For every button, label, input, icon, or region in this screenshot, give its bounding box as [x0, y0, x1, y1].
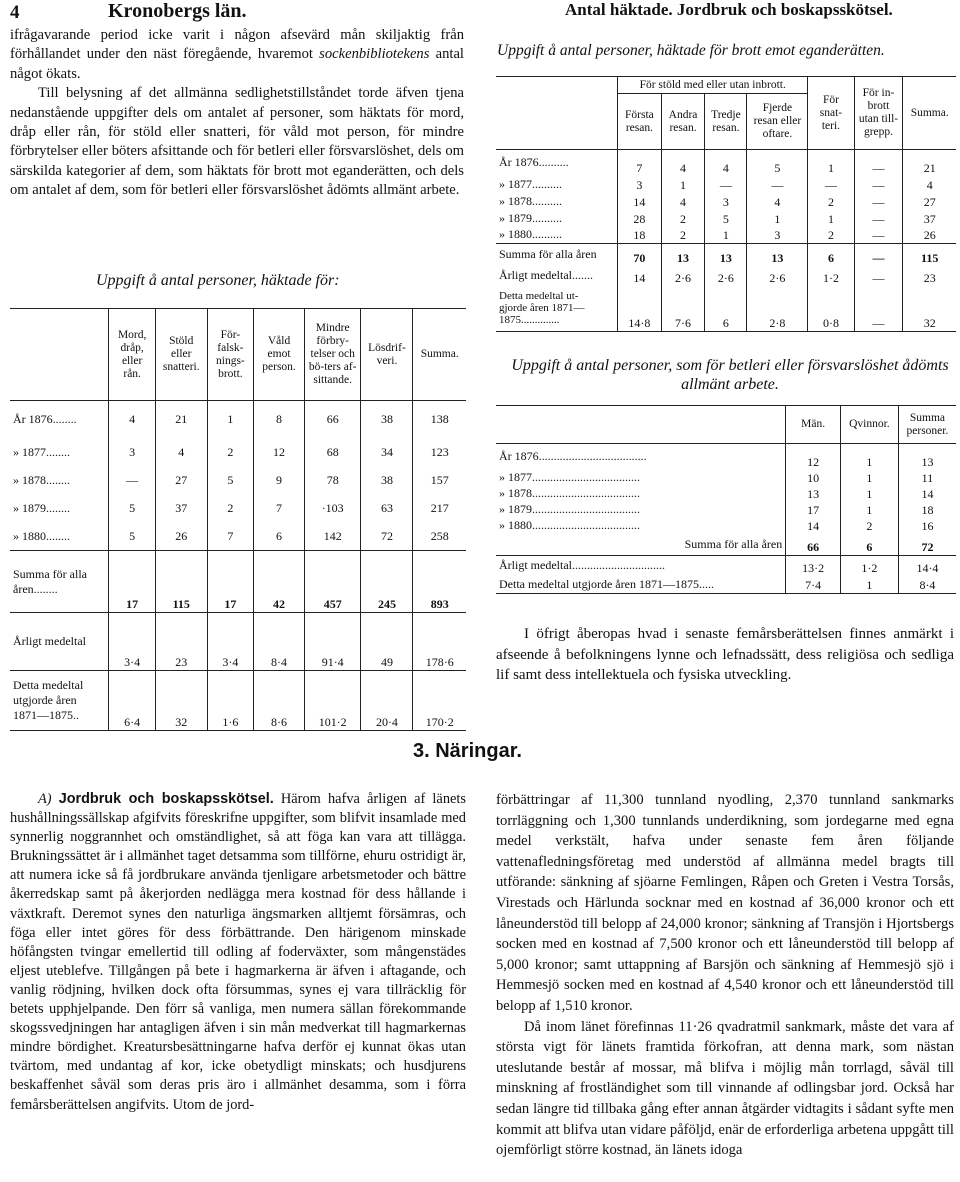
table1-cell: ·103 — [304, 495, 361, 523]
table2 — [496, 76, 956, 332]
table2-row-label: Summa för alla åren — [499, 247, 597, 262]
table2-cell: 13 — [747, 244, 808, 266]
table3-row — [496, 444, 956, 470]
table3-header: Män. — [786, 406, 841, 444]
table1-cell: 101·2 — [304, 671, 361, 731]
table3-cell: 1 — [840, 444, 898, 470]
table3-row — [496, 518, 956, 534]
subsection-label: A) — [38, 791, 52, 807]
table1-cell: 91·4 — [304, 613, 361, 671]
table3-cell: 8·4 — [898, 576, 956, 594]
table1-cell: 893 — [413, 551, 466, 613]
table2-cell: 13 — [661, 244, 705, 266]
table2-cell: 26 — [903, 227, 956, 244]
table1-header: Våld emot person. — [254, 309, 305, 401]
intro-line-2: antal något ökats. — [10, 46, 464, 82]
table2-cell: 1 — [747, 210, 808, 227]
table2-cell: 27 — [903, 193, 956, 210]
table2-cell: 70 — [618, 244, 662, 266]
table2-row-label: Detta medeltal ut- gjorde åren 1871— 1875.............. — [499, 290, 585, 327]
table1-cell: 5 — [207, 467, 254, 495]
table1-row-label: Detta medeltal utgjorde åren 1871—1875.. — [13, 678, 84, 722]
intro-text — [10, 26, 464, 201]
table3-cell: 16 — [898, 518, 956, 534]
section-heading-text: 3. Näringar. — [413, 740, 522, 762]
intro-paragraph: Till belysning af det allmänna sedlighetstillståndet torde äfven tjena nedanstående uppgifter dels om antalet af personer, som häktats för mord, dråp eller rån, för stöld eller snatteri, för våld mot person, för mindre förbrytelser eller böters afsittande och för betleri eller försvarslöshet, dels om särskilda kategorier af dem, som häktats för brott mot eganderätten, och dels om antalet af dem, som för betleri eller försvarslöshet ådömts allmänt arbete. — [10, 85, 464, 199]
table1-cell: 7 — [207, 523, 254, 551]
table3-cell: 12 — [786, 444, 841, 470]
table3-row — [496, 502, 956, 518]
table2-row-label: » 1880.......... — [499, 227, 562, 242]
table2-cell: 7 — [618, 150, 662, 176]
table1-cell: 37 — [155, 495, 207, 523]
table3-body — [496, 444, 956, 594]
table2-cell: 1 — [808, 150, 854, 176]
table3-cell: 14 — [786, 518, 841, 534]
table2-cell: — — [854, 210, 903, 227]
table1-row — [10, 467, 466, 495]
table1-row-label: » 1878........ — [13, 473, 70, 487]
table2-cell: — — [854, 244, 903, 266]
table3-row — [496, 470, 956, 486]
section-left-text — [10, 790, 466, 1115]
table1-row — [10, 551, 466, 613]
table2-cell: 5 — [747, 150, 808, 176]
table2-row-label: År 1876.......... — [499, 155, 569, 170]
table2-cell: 5 — [705, 210, 747, 227]
table2-cell: — — [808, 176, 854, 193]
table1-cell: 17 — [109, 551, 155, 613]
table1-body — [10, 401, 466, 731]
table3-cell: 66 — [786, 534, 841, 556]
table2-header: För in-brott utan till-grepp. — [854, 77, 903, 150]
table1-cell: 42 — [254, 551, 305, 613]
table2-cell: 6 — [705, 286, 747, 332]
table3-corner — [496, 406, 786, 444]
table1-cell: 66 — [304, 401, 361, 439]
table3-cell: 14 — [898, 486, 956, 502]
table2-row — [496, 227, 956, 244]
table1-cell: 4 — [155, 439, 207, 467]
table2-cell: 4 — [705, 150, 747, 176]
table2-cell: 21 — [903, 150, 956, 176]
table1-row-label: » 1877........ — [13, 445, 70, 459]
table3-cell: 14·4 — [898, 556, 956, 576]
table3-cell: 6 — [840, 534, 898, 556]
table1-cell: 245 — [361, 551, 413, 613]
table1-cell: 115 — [155, 551, 207, 613]
table3-cell: 13 — [898, 444, 956, 470]
table2-cell: 0·8 — [808, 286, 854, 332]
table2-cell: 23 — [903, 266, 956, 286]
table1-cell: 78 — [304, 467, 361, 495]
table1-cell: 138 — [413, 401, 466, 439]
table3-grid — [496, 405, 956, 594]
table3-cell: 7·4 — [786, 576, 841, 594]
table3-cell: 2 — [840, 518, 898, 534]
table2-cell: 2 — [808, 227, 854, 244]
table2-header: Fjerde resan eller oftare. — [747, 94, 808, 150]
table2-row — [496, 193, 956, 210]
table2-cell: — — [854, 193, 903, 210]
table2-cell: 2·6 — [747, 266, 808, 286]
table2-corner — [496, 77, 618, 150]
table1-cell: 32 — [155, 671, 207, 731]
table2-cell: 14·8 — [618, 286, 662, 332]
table1-cell: 12 — [254, 439, 305, 467]
table3 — [496, 405, 956, 594]
table2-cell: 14 — [618, 193, 662, 210]
table1-cell: 34 — [361, 439, 413, 467]
table2-header: För snat-teri. — [808, 77, 854, 150]
table1-cell: 6·4 — [109, 671, 155, 731]
table1-cell: 4 — [109, 401, 155, 439]
table3-header: Summa personer. — [898, 406, 956, 444]
table3-row-label: » 1879.................................... — [499, 502, 640, 516]
table2-row-label: » 1877.......... — [499, 176, 562, 191]
table1-row — [10, 523, 466, 551]
table1-row-label: » 1879........ — [13, 501, 70, 515]
table1-cell: 2 — [207, 495, 254, 523]
table2-cell: — — [854, 286, 903, 332]
table2-header: Tredje resan. — [705, 94, 747, 150]
table1-header: För-falsk-nings-brott. — [207, 309, 254, 401]
table3-header: Qvinnor. — [840, 406, 898, 444]
table1-cell: 258 — [413, 523, 466, 551]
table1-row-label: Summa för alla åren........ — [13, 566, 87, 596]
table3-cell: 13·2 — [786, 556, 841, 576]
table2-cell: 2·8 — [747, 286, 808, 332]
table2-row-label: » 1878.......... — [499, 193, 562, 208]
table2-cell: — — [747, 176, 808, 193]
table1-cell: 72 — [361, 523, 413, 551]
table2-header: Första resan. — [618, 94, 662, 150]
table2-row — [496, 266, 956, 286]
table1-row — [10, 495, 466, 523]
table2-header: Andra resan. — [661, 94, 705, 150]
table2-row-label: » 1879.......... — [499, 210, 562, 225]
table1-cell: 123 — [413, 439, 466, 467]
table1-row — [10, 439, 466, 467]
table1-row-label: År 1876........ — [13, 412, 77, 427]
table1-row — [10, 613, 466, 671]
table3-row — [496, 534, 956, 556]
table1-row — [10, 671, 466, 731]
page-number: 4 — [10, 2, 20, 23]
table1-cell: 7 — [254, 495, 305, 523]
table3-cell: 17 — [786, 502, 841, 518]
table2-cell: 3 — [705, 193, 747, 210]
table3-cell: 72 — [898, 534, 956, 556]
table1-header: Stöld eller snatteri. — [155, 309, 207, 401]
table2-cell: 4 — [661, 150, 705, 176]
table2-header: Summa. — [903, 77, 956, 150]
table3-cell: 1 — [840, 470, 898, 486]
table1-cell: 49 — [361, 613, 413, 671]
table1-cell: 8·4 — [254, 613, 305, 671]
table2-cell: — — [854, 176, 903, 193]
table1-cell: 9 — [254, 467, 305, 495]
table2-grid — [496, 76, 956, 332]
section-right-para-2: Då inom länet förefinnas 11·26 qvadratmil sankmark, måste det vara af största vigt för länets framtida förkofran, att denna mark, som nästan uteslutande består af mossar, må blifva i möjlig mån torrlagd, såväl till minskning af frostländighet som till vinnande af odlingsbar jord. Också har sedan längre tid tillbaka gång efter annan åtgärder vidtagits i sådant syfte men kommit att blifva utan vidare påföljd, enär de erforderliga arbetena uppgått till ojemförligt större kostnad, än länets idoga — [496, 1018, 954, 1159]
table2-body — [496, 150, 956, 332]
table2-cell: — — [854, 150, 903, 176]
table3-cell: 1·2 — [840, 556, 898, 576]
table2-cell: 4 — [661, 193, 705, 210]
table1-cell: 3·4 — [207, 613, 254, 671]
table1-cell: 5 — [109, 523, 155, 551]
table3-row-label: » 1878.................................... — [499, 486, 640, 500]
table1-cell: 20·4 — [361, 671, 413, 731]
table1-cell: 8·6 — [254, 671, 305, 731]
section-heading — [413, 740, 522, 763]
table2-cell: — — [854, 227, 903, 244]
table2-cell: — — [705, 176, 747, 193]
table2-row — [496, 286, 956, 332]
table2-cell: 14 — [618, 266, 662, 286]
table2-cell: 2 — [808, 193, 854, 210]
table3-cell: 13 — [786, 486, 841, 502]
table2-cell: 2 — [661, 227, 705, 244]
table1-header: Summa. — [413, 309, 466, 401]
table1-cell: 178·6 — [413, 613, 466, 671]
table2-cell: 3 — [747, 227, 808, 244]
table3-caption: Uppgift å antal personer, som för betleri eller försvarslöshet ådömts allmänt arbete. — [511, 357, 949, 393]
table3-row — [496, 576, 956, 594]
right-note — [496, 624, 954, 686]
table2-cell: 32 — [903, 286, 956, 332]
table3-row — [496, 486, 956, 502]
table1-cell: 157 — [413, 467, 466, 495]
table1-row — [10, 401, 466, 439]
table1-cell: 170·2 — [413, 671, 466, 731]
table3-cell: 18 — [898, 502, 956, 518]
table2-cell: 18 — [618, 227, 662, 244]
table3-row — [496, 556, 956, 576]
table2-cell: 1 — [705, 227, 747, 244]
table3-row-label: Summa för alla åren — [684, 536, 783, 551]
table2-cell: 6 — [808, 244, 854, 266]
table3-row-label: Årligt medeltal............................... — [499, 558, 665, 573]
table1-cell: 38 — [361, 467, 413, 495]
table3-cell: 1 — [840, 576, 898, 594]
table2-cell: 1 — [808, 210, 854, 227]
table2-row — [496, 244, 956, 266]
table2-cell: 2 — [661, 210, 705, 227]
table1-caption: Uppgift å antal personer, häktade för: — [96, 272, 340, 289]
table1-header: Mindre förbry-telser och bö-ters af-sittande. — [304, 309, 361, 401]
table1-cell: 63 — [361, 495, 413, 523]
table2-cell: 1·2 — [808, 266, 854, 286]
running-head: Antal häktade. Jordbruk och boskapsskötsel. — [565, 0, 893, 19]
section-left-body: Härom hafva årligen af länets hushållningssällskap afgifvits föreskrifne uppgifter, som blifvit insamlade med synnerlig noggrannhet och omständlighet, så att föga kan vara att tillägga. Brukningssättet är i allmänhet taget detsamma som tillförne, ehuru ostridigt är, att numera icke så få jordbrukare använda tjenligare arbetsmetoder och bättre åkerredskap samt på åkerjorden nedlägga mera kostnad för dess hållande i växtkraft. Deremot synes den naturliga ängsmarken alltjemt försämras, och föga eller intet göres för dess förbättrande. Den härigenom minskade höfångsten tvingar emellertid till odling af foderväxter, som mångenstädes eljest uteblefve. Tillgången på bete i hagmarkerna är äfven i aftagande, och vanlig rödjning, hvilken dock ofta försummas, synes ej vara tillräcklig för betets upphjelpande. Den förr så vanliga, men numera sällan förekommande skogssvedjningen har antagligen äfven i sin mån medverkat till hagmarkernas mindre bördighet. Kreatursbesättningarne hafva derför ej kunnat ökas utan tvärtom, med undantag af kor, icke obetydligt minskats; och husdjurens beskaffenhet såväl som deras pris äro i allmänhet desamma, som i förra femårsberättelsen angifvits. Utom de jord- — [10, 791, 467, 1113]
table2-cell: 115 — [903, 244, 956, 266]
subsection-title: Jordbruk och boskapsskötsel. — [58, 791, 274, 807]
table2-cell: 37 — [903, 210, 956, 227]
table2-cell: 4 — [747, 193, 808, 210]
intro-italic: sockenbibliotekens — [319, 46, 430, 63]
table2-group-header: För stöld med eller utan inbrott. — [618, 77, 808, 94]
table3-cell: 1 — [840, 502, 898, 518]
table1-cell: 17 — [207, 551, 254, 613]
table2-cell: 28 — [618, 210, 662, 227]
table1-grid — [10, 308, 466, 731]
table1-cell: 3 — [109, 439, 155, 467]
table2-row — [496, 150, 956, 176]
table1-cell: — — [109, 467, 155, 495]
table2-cell: 2·6 — [661, 266, 705, 286]
table1-cell: 8 — [254, 401, 305, 439]
right-note-text: I öfrigt åberopas hvad i senaste femårsberättelsen finnes anmärkt i afseende å befolkningens lynne och lefnadssätt, dess religiösa och sedliga lif samt dess intellektuela och fysiska utveckling. — [496, 626, 954, 683]
table1-cell: 5 — [109, 495, 155, 523]
section-right-text — [496, 790, 954, 1161]
section-right-para-1: förbättringar af 11,300 tunnland nyodling, 2,370 tunnland sankmarks torrläggning och 1,300 tunnlands underdikning, som jordegarne med egna medel verkstält, hafva under senaste fem åren följande vattenafledningsföretag med understöd af allmänna medel bragts till utförande: sänkning af sjöarne Femlingen, Råpen och Greten i Vestra Torsås, Virestads och Härlunda socknar med en kostnad af 36,000 kronor och ett låneunderstöd till belopp af 24,000 kronor; sänkning af Transjön i Hjortsbergs socken med en kostnad af 7,500 kronor och ett låneunderstöd till belopp af 5,000 kronor; samt uttappning af Barsjön och sänkning af Hemmesjö sjö i Hemmesjö socken med en kostnad af 4,540 kronor och ett låneunderstöd till belopp af 1,510 kronor. — [496, 792, 954, 1014]
table1-cell: 6 — [254, 523, 305, 551]
table1-corner — [10, 309, 109, 401]
table1-cell: 68 — [304, 439, 361, 467]
table1-cell: 3·4 — [109, 613, 155, 671]
table3-row-label: Detta medeltal utgjorde åren 1871—1875..... — [499, 576, 714, 591]
table3-row-label: » 1880.................................... — [499, 518, 640, 532]
table2-cell: — — [854, 266, 903, 286]
table3-row-label: År 1876.................................... — [499, 449, 647, 464]
table1-cell: 23 — [155, 613, 207, 671]
table1-cell: 26 — [155, 523, 207, 551]
table3-cell: 10 — [786, 470, 841, 486]
table3-row-label: » 1877.................................... — [499, 470, 640, 484]
table1-cell: 1 — [207, 401, 254, 439]
table2-cell: 13 — [705, 244, 747, 266]
table2-cell: 1 — [661, 176, 705, 193]
table1-cell: 457 — [304, 551, 361, 613]
table1-row-label: Årligt medeltal — [13, 634, 86, 648]
table1-cell: 142 — [304, 523, 361, 551]
table2-cell: 7·6 — [661, 286, 705, 332]
table1-cell: 217 — [413, 495, 466, 523]
table1-cell: 1·6 — [207, 671, 254, 731]
table1-row-label: » 1880........ — [13, 528, 70, 543]
table2-cell: 3 — [618, 176, 662, 193]
table2-row-label: Årligt medeltal....... — [499, 268, 593, 282]
table2-cell: 2·6 — [705, 266, 747, 286]
table2-row — [496, 176, 956, 193]
table3-cell: 11 — [898, 470, 956, 486]
table1-cell: 2 — [207, 439, 254, 467]
table2-cell: 4 — [903, 176, 956, 193]
table1 — [10, 308, 466, 731]
table1-header: Mord, dråp, eller rån. — [109, 309, 155, 401]
table2-caption: Uppgift å antal personer, häktade för brott emot eganderätten. — [497, 42, 885, 59]
intro-line-1: ifrågavarande period icke varit i någon afsevärd mån skiljaktig från förhållandet under den näst föregående, hvaremot — [10, 27, 464, 63]
table1-cell: 27 — [155, 467, 207, 495]
table1-cell: 21 — [155, 401, 207, 439]
table2-row — [496, 210, 956, 227]
page-title: Kronobergs län. — [108, 0, 247, 22]
table1-header: Lösdrif-veri. — [361, 309, 413, 401]
table3-cell: 1 — [840, 486, 898, 502]
table1-cell: 38 — [361, 401, 413, 439]
